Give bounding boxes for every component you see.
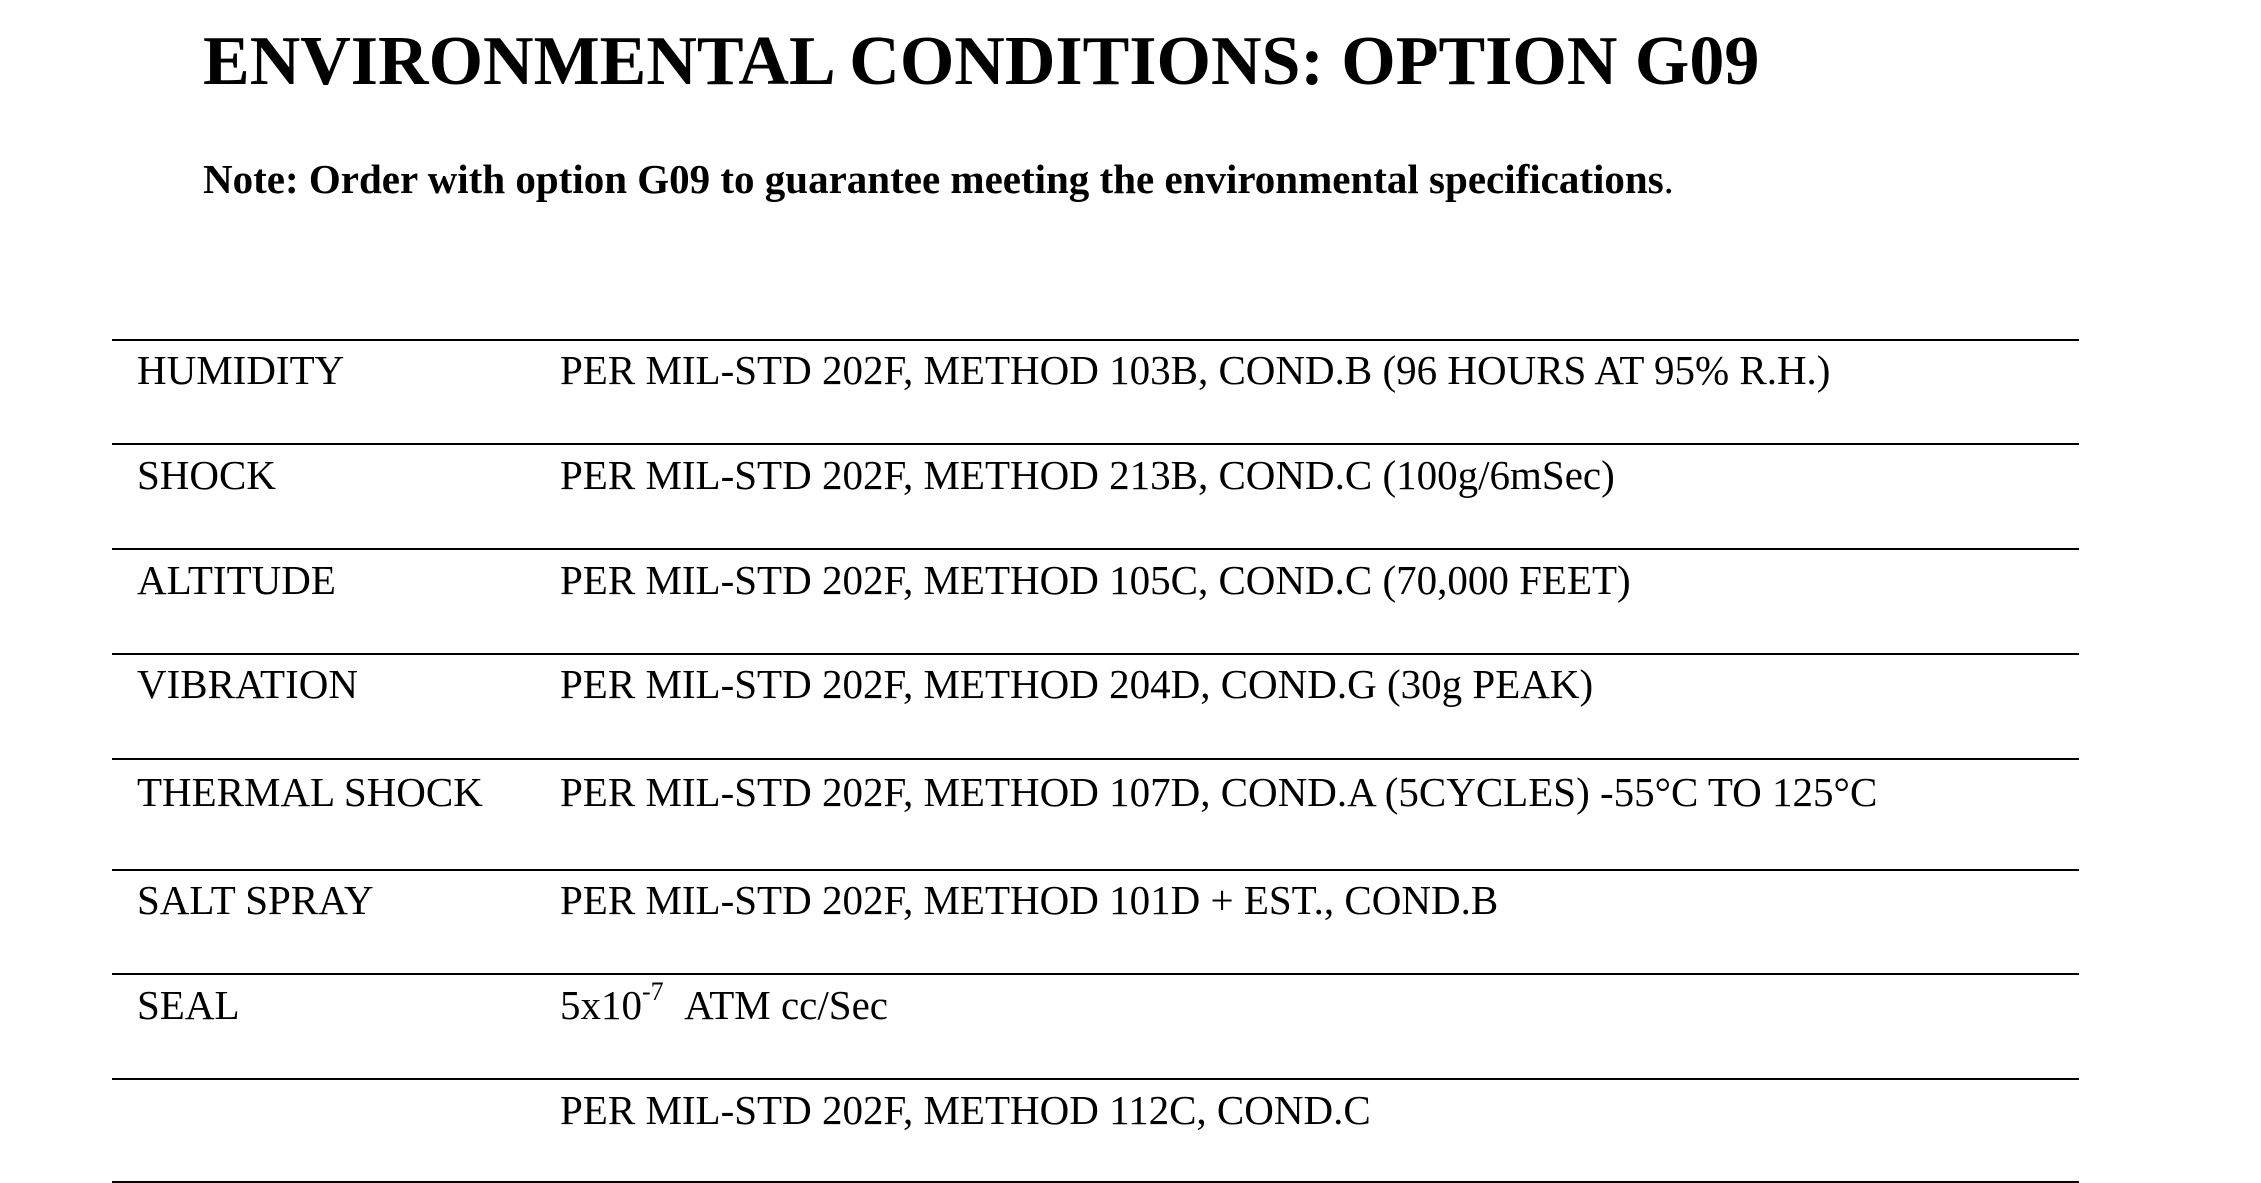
spec-value-vibration: PER MIL-STD 202F, METHOD 204D, COND.G (30g PEAK) [560, 661, 1594, 707]
spec-label-thermal-shock: THERMAL SHOCK [137, 769, 483, 815]
order-note-period: . [1663, 156, 1674, 202]
spec-label-vibration: VIBRATION [137, 661, 358, 707]
seal-rate-exponent: -7 [642, 977, 664, 1007]
seal-rate-unit: ATM cc/Sec [684, 982, 888, 1028]
table-rule [112, 1078, 2079, 1080]
spec-value-seal [560, 977, 888, 1030]
environmental-spec-table [112, 339, 2079, 1182]
spec-label-seal: SEAL [137, 982, 240, 1028]
seal-rate-base: 5x10 [560, 982, 642, 1028]
spec-value-altitude: PER MIL-STD 202F, METHOD 105C, COND.C (70,000 FEET) [560, 557, 1631, 603]
table-rule [112, 758, 2079, 760]
spec-label-salt-spray: SALT SPRAY [137, 877, 374, 923]
spec-value-seal-method: PER MIL-STD 202F, METHOD 112C, COND.C [560, 1087, 1371, 1133]
table-rule [112, 339, 2079, 341]
spec-label-altitude: ALTITUDE [137, 557, 336, 603]
table-rule [112, 973, 2079, 975]
spec-value-salt-spray: PER MIL-STD 202F, METHOD 101D + EST., COND.B [560, 877, 1499, 923]
table-rule [112, 443, 2079, 445]
table-rule [112, 653, 2079, 655]
table-rule [112, 869, 2079, 871]
spec-value-shock: PER MIL-STD 202F, METHOD 213B, COND.C (100g/6mSec) [560, 452, 1615, 498]
spec-value-thermal-shock: PER MIL-STD 202F, METHOD 107D, COND.A (5CYCLES) -55°C TO 125°C [560, 769, 1878, 815]
order-note-text: Note: Order with option G09 to guarantee meeting the environmental specifications [203, 156, 1664, 202]
spec-label-shock: SHOCK [137, 452, 276, 498]
spec-label-humidity: HUMIDITY [137, 347, 345, 393]
order-note [203, 154, 1674, 204]
table-rule [112, 548, 2079, 550]
page-title: ENVIRONMENTAL CONDITIONS: OPTION G09 [203, 23, 1760, 100]
spec-value-humidity: PER MIL-STD 202F, METHOD 103B, COND.B (96 HOURS AT 95% R.H.) [560, 347, 1831, 393]
